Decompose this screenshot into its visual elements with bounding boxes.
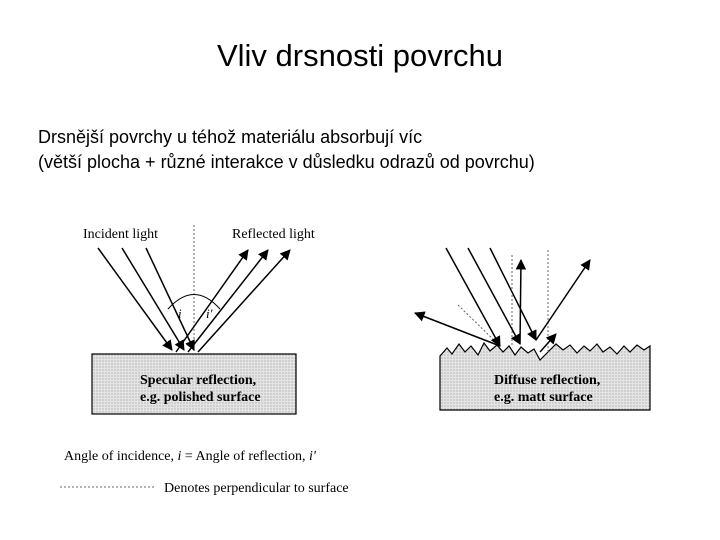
- perpendicular-1: [458, 305, 500, 346]
- diffuse-reflected-ray-1: [415, 313, 500, 346]
- angle-i-prime-label: i': [206, 306, 213, 321]
- perpendicular-note: Denotes perpendicular to surface: [164, 481, 349, 496]
- diffuse-incident-ray-3: [490, 248, 536, 340]
- angle-equality-i: i: [177, 449, 182, 464]
- specular-panel: [83, 225, 315, 414]
- diffuse-caption-1: Diffuse reflection,: [494, 373, 601, 388]
- body-line-1: Drsnější povrchy u téhož materiálu absorbují víc: [38, 127, 423, 147]
- figure-legend: [60, 449, 349, 496]
- incident-light-label: Incident light: [83, 227, 159, 242]
- angle-equality-text: [64, 449, 317, 464]
- diffuse-incident-ray-1: [446, 248, 500, 346]
- angle-equality-prefix: Angle of incidence,: [64, 449, 178, 464]
- diffuse-reflected-ray-3: [536, 260, 590, 340]
- diffuse-reflected-ray-2: [520, 260, 521, 344]
- slide-title: Vliv drsnosti povrchu: [216, 38, 503, 73]
- diffuse-panel: [415, 248, 650, 410]
- reflected-ray-2: [188, 250, 268, 352]
- body-line-2: (větší plocha + různé interakce v důsledku odrazů od povrchu): [38, 152, 535, 172]
- specular-caption-1: Specular reflection,: [140, 373, 257, 388]
- angle-i-label: i: [178, 306, 182, 321]
- specular-caption-2: e.g. polished surface: [140, 390, 261, 405]
- diffuse-caption-2: e.g. matt surface: [494, 390, 593, 405]
- angle-equality-i-prime: i': [309, 449, 316, 464]
- angle-equality-mid: = Angle of reflection,: [181, 449, 310, 464]
- incident-ray-1: [98, 248, 172, 350]
- reflected-light-label: Reflected light: [232, 227, 315, 242]
